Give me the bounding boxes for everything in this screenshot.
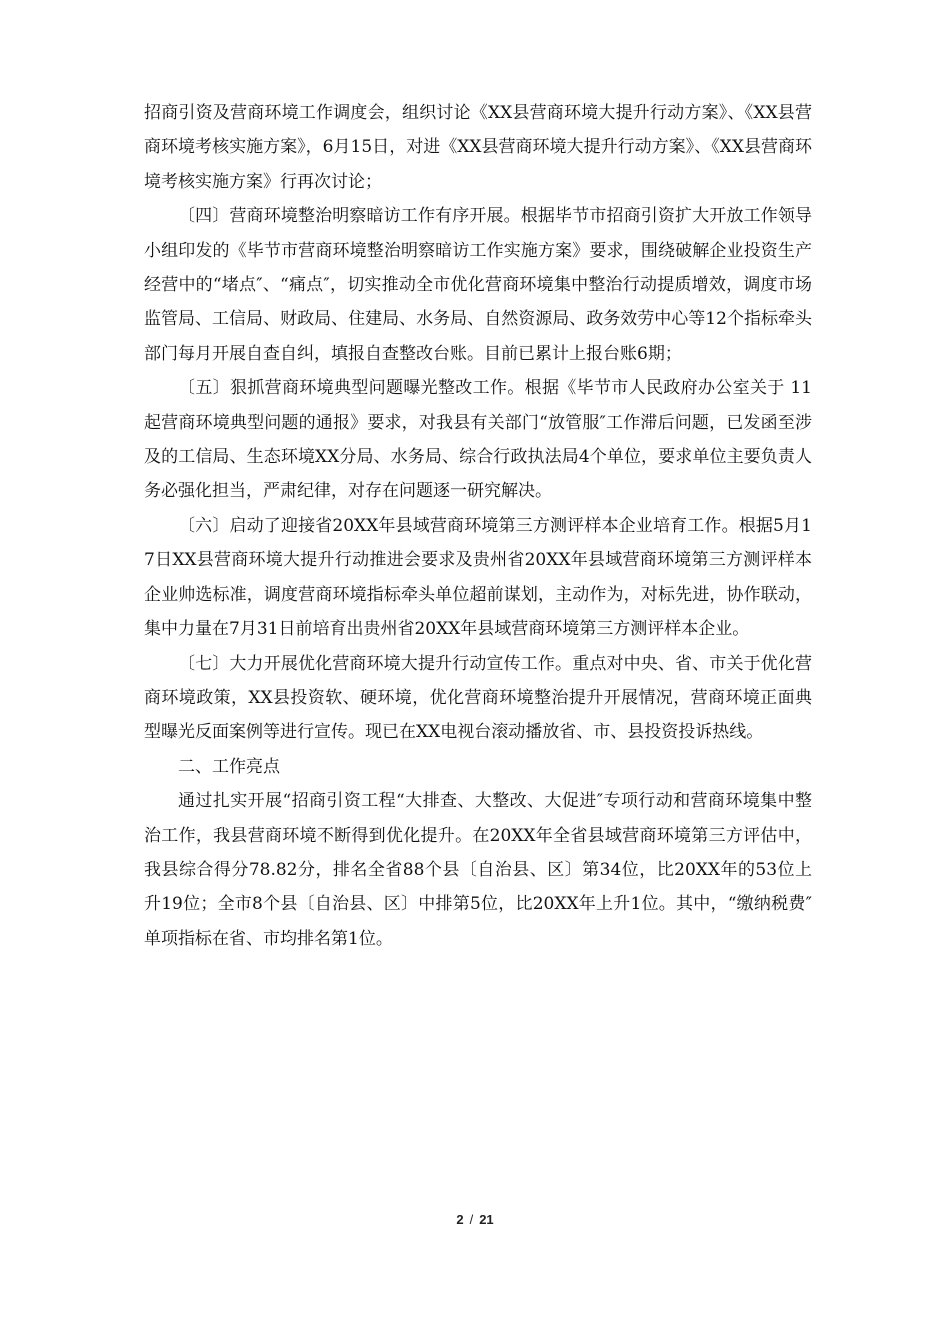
paragraph-highlights-body: 通过扎实开展“招商引资工程“大排查、大整改、大促进″专项行动和营商环境集中整治工作，我县营商环境不断得到优化提升。在20XX年全省县域营商环境第三方评估中，我县综合得分78.82分，排名全省88个县〔自治县、区〕第34位，比20XX年的53位上升19位；全市8个县〔自治县、区〕中排第5位，比20XX年上升1位。其中，“缴纳税费″单项指标在省、市均排名第1位。	[144, 791, 812, 949]
paragraph-item-4-inspection: 〔四〕营商环境整治明察暗访工作有序开展。根据毕节市招商引资扩大开放工作领导小组印发的《毕节市营商环境整治明察暗访工作实施方案》要求，围绕破解企业投资生产经营中的“堵点″、“痛点″，切实推动全市优化营商环境集中整治行动提质增效，调度市场监管局、工信局、财政局、住建局、水务局、自然资源局、政务效劳中心等12个指标牵头部门每月开展自查自纠，填报自查整改台账。目前已累计上报台账6期；	[144, 206, 812, 364]
section-heading-highlights: 二、工作亮点	[178, 756, 280, 777]
page-separator: /	[469, 1212, 474, 1227]
paragraph-continuation: 招商引资及营商环境工作调度会，组织讨论《XX县营商环境大提升行动方案》、《XX县营商环境考核实施方案》，6月15日，对进《XX县营商环境大提升行动方案》、《XX县营商环境考核实施方案》行再次讨论；	[144, 103, 812, 192]
total-page-count: 21	[479, 1212, 494, 1227]
current-page-number: 2	[456, 1212, 464, 1227]
document-body	[144, 96, 812, 956]
paragraph-item-6-evaluation: 〔六〕启动了迎接省20XX年县域营商环境第三方测评样本企业培育工作。根据5月17日XX县营商环境大提升行动推进会要求及贵州省20XX年县域营商环境第三方测评样本企业帅选标准，调度营商环境指标牵头单位超前谋划，主动作为，对标先进，协作联动，集中力量在7月31日前培育出贵州省20XX年县域营商环境第三方测评样本企业。	[144, 515, 812, 640]
paragraph-item-5-rectification: 〔五〕狠抓营商环境典型问题曝光整改工作。根据《毕节市人民政府办公室关于 11 起营商环境典型问题的通报》要求，对我县有关部门“放管服″工作滞后问题，已发函至涉及的工信局、生态环境XX分局、水务局、综合行政执法局4个单位，要求单位主要负责人务必强化担当，严肃纪律，对存在问题逐一研究解决。	[144, 378, 812, 502]
page-number-footer	[0, 1212, 950, 1227]
paragraph-item-7-publicity: 〔七〕大力开展优化营商环境大提升行动宣传工作。重点对中央、省、市关于优化营商环境政策，XX县投资软、硬环境，优化营商环境整治提升开展情况，营商环境正面典型曝光反面案例等进行宣传。现已在XX电视台滚动播放省、市、县投资投诉热线。	[144, 653, 812, 743]
